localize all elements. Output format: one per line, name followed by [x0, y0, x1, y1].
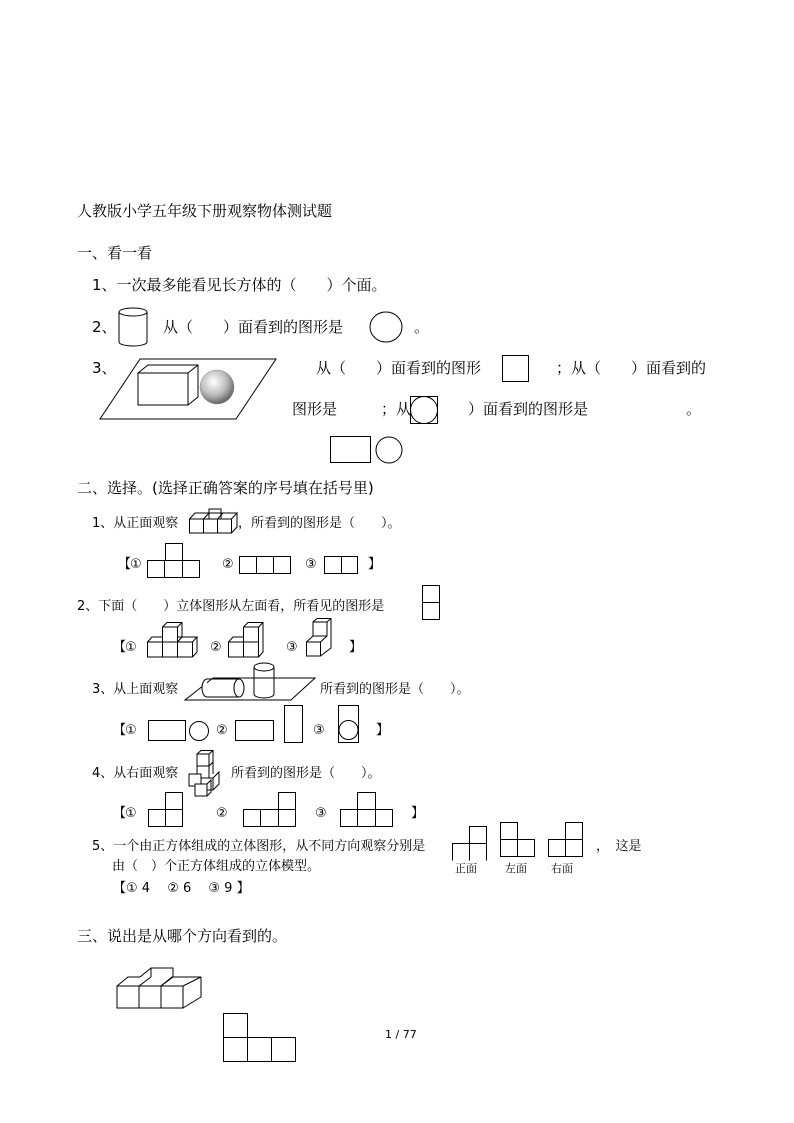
cubes-row-figure	[189, 509, 237, 535]
q4-option1-shape	[148, 792, 184, 829]
q5-left-view-shape	[500, 822, 537, 859]
s2-q2-option-3: ③	[286, 640, 298, 655]
s2-q2-option-2: ②	[210, 640, 222, 655]
s2-q3-bracket-open: 【	[113, 723, 127, 738]
cylinders-on-plane-figure	[183, 662, 317, 702]
s2-q2-bracket-close: 】	[349, 640, 363, 655]
q3-option2-tall-rect	[284, 705, 304, 744]
q2-option3-cubes	[306, 618, 332, 660]
s1-q2-end: 。	[414, 318, 430, 336]
q5-front-view-shape	[452, 826, 488, 862]
s2-q1-tail: ，所看到的图形是（ ）。	[238, 516, 401, 531]
s2-question-4: 4、从右面观察	[92, 766, 179, 781]
s1-q3-end: 。	[686, 400, 702, 418]
s2-q5-line1-tail: ， 这是	[596, 839, 642, 854]
circle-in-square-figure	[410, 396, 438, 424]
s2-question-5-line1: 5、一个由正方体组成的立体图形，从不同方向观察分别是	[92, 839, 426, 854]
q5-view-label-front: 正面	[455, 862, 477, 875]
q1-option2-shape	[239, 556, 291, 575]
s2-question-3: 3、从上面观察	[92, 682, 179, 697]
q3-option1-shape	[148, 720, 210, 742]
s2-q4-option-2: ②	[216, 806, 228, 821]
s2-q3-option-2: ②	[216, 723, 228, 738]
s2-q4-option-1: ①	[125, 806, 137, 821]
q4-option2-shape	[243, 792, 297, 829]
s2-q4-tail: 所看到的图形是（ ）。	[231, 766, 381, 781]
q2-left-view-shape	[422, 585, 442, 621]
s2-q1-option-2: ②	[222, 557, 234, 572]
s2-q3-option-1: ①	[125, 723, 137, 738]
s2-q1-option-1: ①	[130, 557, 142, 572]
s2-question-2: 2、下面（ ）立体图形从左面看，所看见的图形是	[77, 599, 385, 614]
page-number: 1 / 77	[385, 1028, 417, 1041]
q4-cubes-figure	[187, 750, 227, 798]
q1-option1-shape	[147, 543, 201, 579]
cylinder-figure	[117, 306, 149, 348]
circle-view-figure	[369, 311, 403, 343]
s2-question-5-line2: 由（ ）个正方体组成的立体模型。	[112, 859, 321, 874]
s2-q2-option-1: ①	[125, 640, 137, 655]
s2-q1-option-3: ③	[305, 557, 317, 572]
q3-option3-shape	[338, 705, 360, 744]
q5-right-view-shape	[548, 822, 585, 859]
s1-q3-text-a: 从（ ）面看到的图形	[316, 359, 482, 377]
s1-q3-number: 3、	[92, 359, 117, 377]
s2-q3-bracket-close: 】	[376, 723, 390, 738]
s1-q3-text-d: ；从	[381, 400, 412, 418]
q3-option2-shape	[235, 720, 275, 742]
q1-option3-shape	[324, 556, 359, 575]
s3-cubes-figure	[116, 967, 204, 1012]
s2-q1-bracket-open: 【	[118, 557, 132, 572]
s2-question-1: 1、从正面观察	[92, 516, 179, 531]
q5-view-label-right: 右面	[551, 862, 573, 875]
s2-q4-bracket-close: 】	[411, 806, 425, 821]
s1-q3-text-b: ；从（ ）面看到的	[556, 359, 707, 377]
s3-view-shape	[223, 1013, 297, 1063]
q5-view-label-left: 左面	[505, 862, 527, 875]
s2-q5-options: 【① 4 ② 6 ③ 9 】	[113, 881, 250, 896]
rectangle-and-circle-figure	[330, 436, 405, 464]
q4-option3-shape	[340, 792, 394, 829]
section1-heading: 一、看一看	[77, 244, 153, 262]
s2-q1-bracket-close: 】	[368, 557, 382, 572]
section3-heading: 三、说出是从哪个方向看到的。	[77, 927, 288, 945]
s1-q3-text-e: ）面看到的图形是	[468, 400, 589, 418]
s1-q2-number: 2、	[92, 318, 117, 336]
s1-q2-text: 从（ ）面看到的图形是	[163, 318, 344, 336]
q2-option2-cubes	[228, 622, 264, 660]
q2-option1-cubes	[147, 622, 197, 660]
section2-heading: 二、选择。(选择正确答案的序号填在括号里)	[77, 479, 374, 497]
s1-question-1: 1、一次最多能看见长方体的（ ）个面。	[92, 276, 387, 294]
cuboid-and-ball-figure	[98, 357, 278, 421]
s2-q4-bracket-open: 【	[113, 806, 127, 821]
page-title: 人教版小学五年级下册观察物体测试题	[77, 202, 333, 220]
s1-q3-text-c: 图形是	[292, 400, 338, 418]
s2-q3-option-3: ③	[313, 723, 325, 738]
square-view-box	[502, 355, 529, 382]
s2-q3-tail: 所看到的图形是（ ）。	[320, 682, 470, 697]
s2-q4-option-3: ③	[315, 806, 327, 821]
s2-q2-bracket-open: 【	[113, 640, 127, 655]
